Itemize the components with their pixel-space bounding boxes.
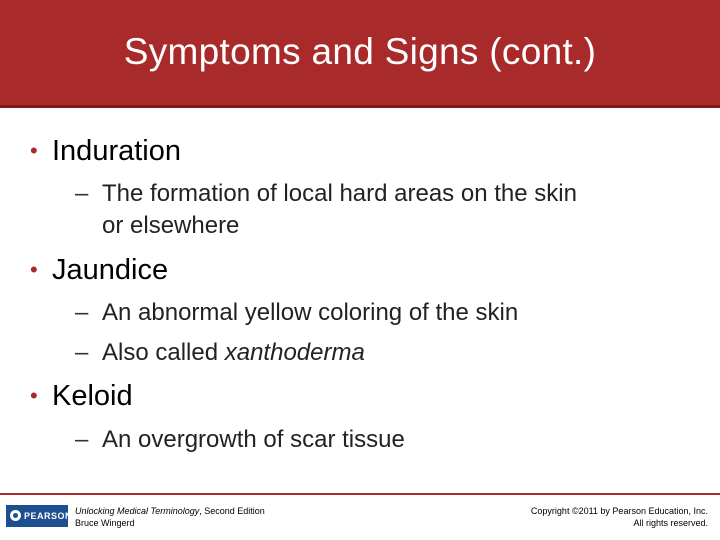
sub-bullet-keloid-definition (75, 424, 682, 456)
bullet-label: Keloid (52, 380, 133, 412)
bullet-label: Induration (52, 135, 181, 167)
book-title: Unlocking Medical Terminology (75, 506, 200, 516)
copyright-text: Copyright ©2011 by Pearson Education, Inc. (530, 506, 708, 516)
bullet-jaundice (30, 253, 169, 287)
sub-bullet-text: Also called (102, 339, 225, 366)
slide-title: Symptoms and Signs (cont.) (123, 31, 597, 72)
bullet-keloid (30, 379, 133, 413)
sub-bullet-text: An abnormal yellow coloring of the skin (102, 299, 519, 326)
sub-bullet-jaundice-synonym (75, 337, 682, 369)
synonym-term: xanthoderma (224, 339, 365, 366)
dash-icon: – (75, 426, 89, 453)
footer-copyright (531, 505, 708, 529)
pearson-logo-icon (10, 510, 21, 521)
bullet-dot-icon: • (30, 257, 38, 282)
sub-bullet-induration-definition (75, 178, 682, 242)
sub-bullet-jaundice-definition (75, 297, 682, 329)
bullet-dot-icon: • (30, 138, 38, 163)
pearson-logo (6, 505, 73, 527)
rights-text: All rights reserved. (633, 518, 708, 528)
bullet-dot-icon: • (30, 383, 38, 408)
title-underline (0, 105, 720, 108)
sub-bullet-text-line2: or elsewhere (102, 212, 240, 239)
logo-text: PEARSON (24, 511, 73, 521)
bullet-induration (30, 134, 181, 168)
book-edition: , Second Edition (199, 506, 265, 516)
book-author: Bruce Wingerd (75, 518, 135, 528)
title-bar (0, 0, 720, 108)
footer-book-info (75, 505, 265, 529)
footer-divider (0, 493, 720, 495)
bullet-label: Jaundice (52, 254, 169, 286)
dash-icon: – (75, 180, 89, 207)
sub-bullet-text-line1: The formation of local hard areas on the skin (102, 180, 577, 207)
sub-bullet-text: An overgrowth of scar tissue (102, 426, 405, 453)
dash-icon: – (75, 339, 89, 366)
dash-icon: – (75, 299, 89, 326)
